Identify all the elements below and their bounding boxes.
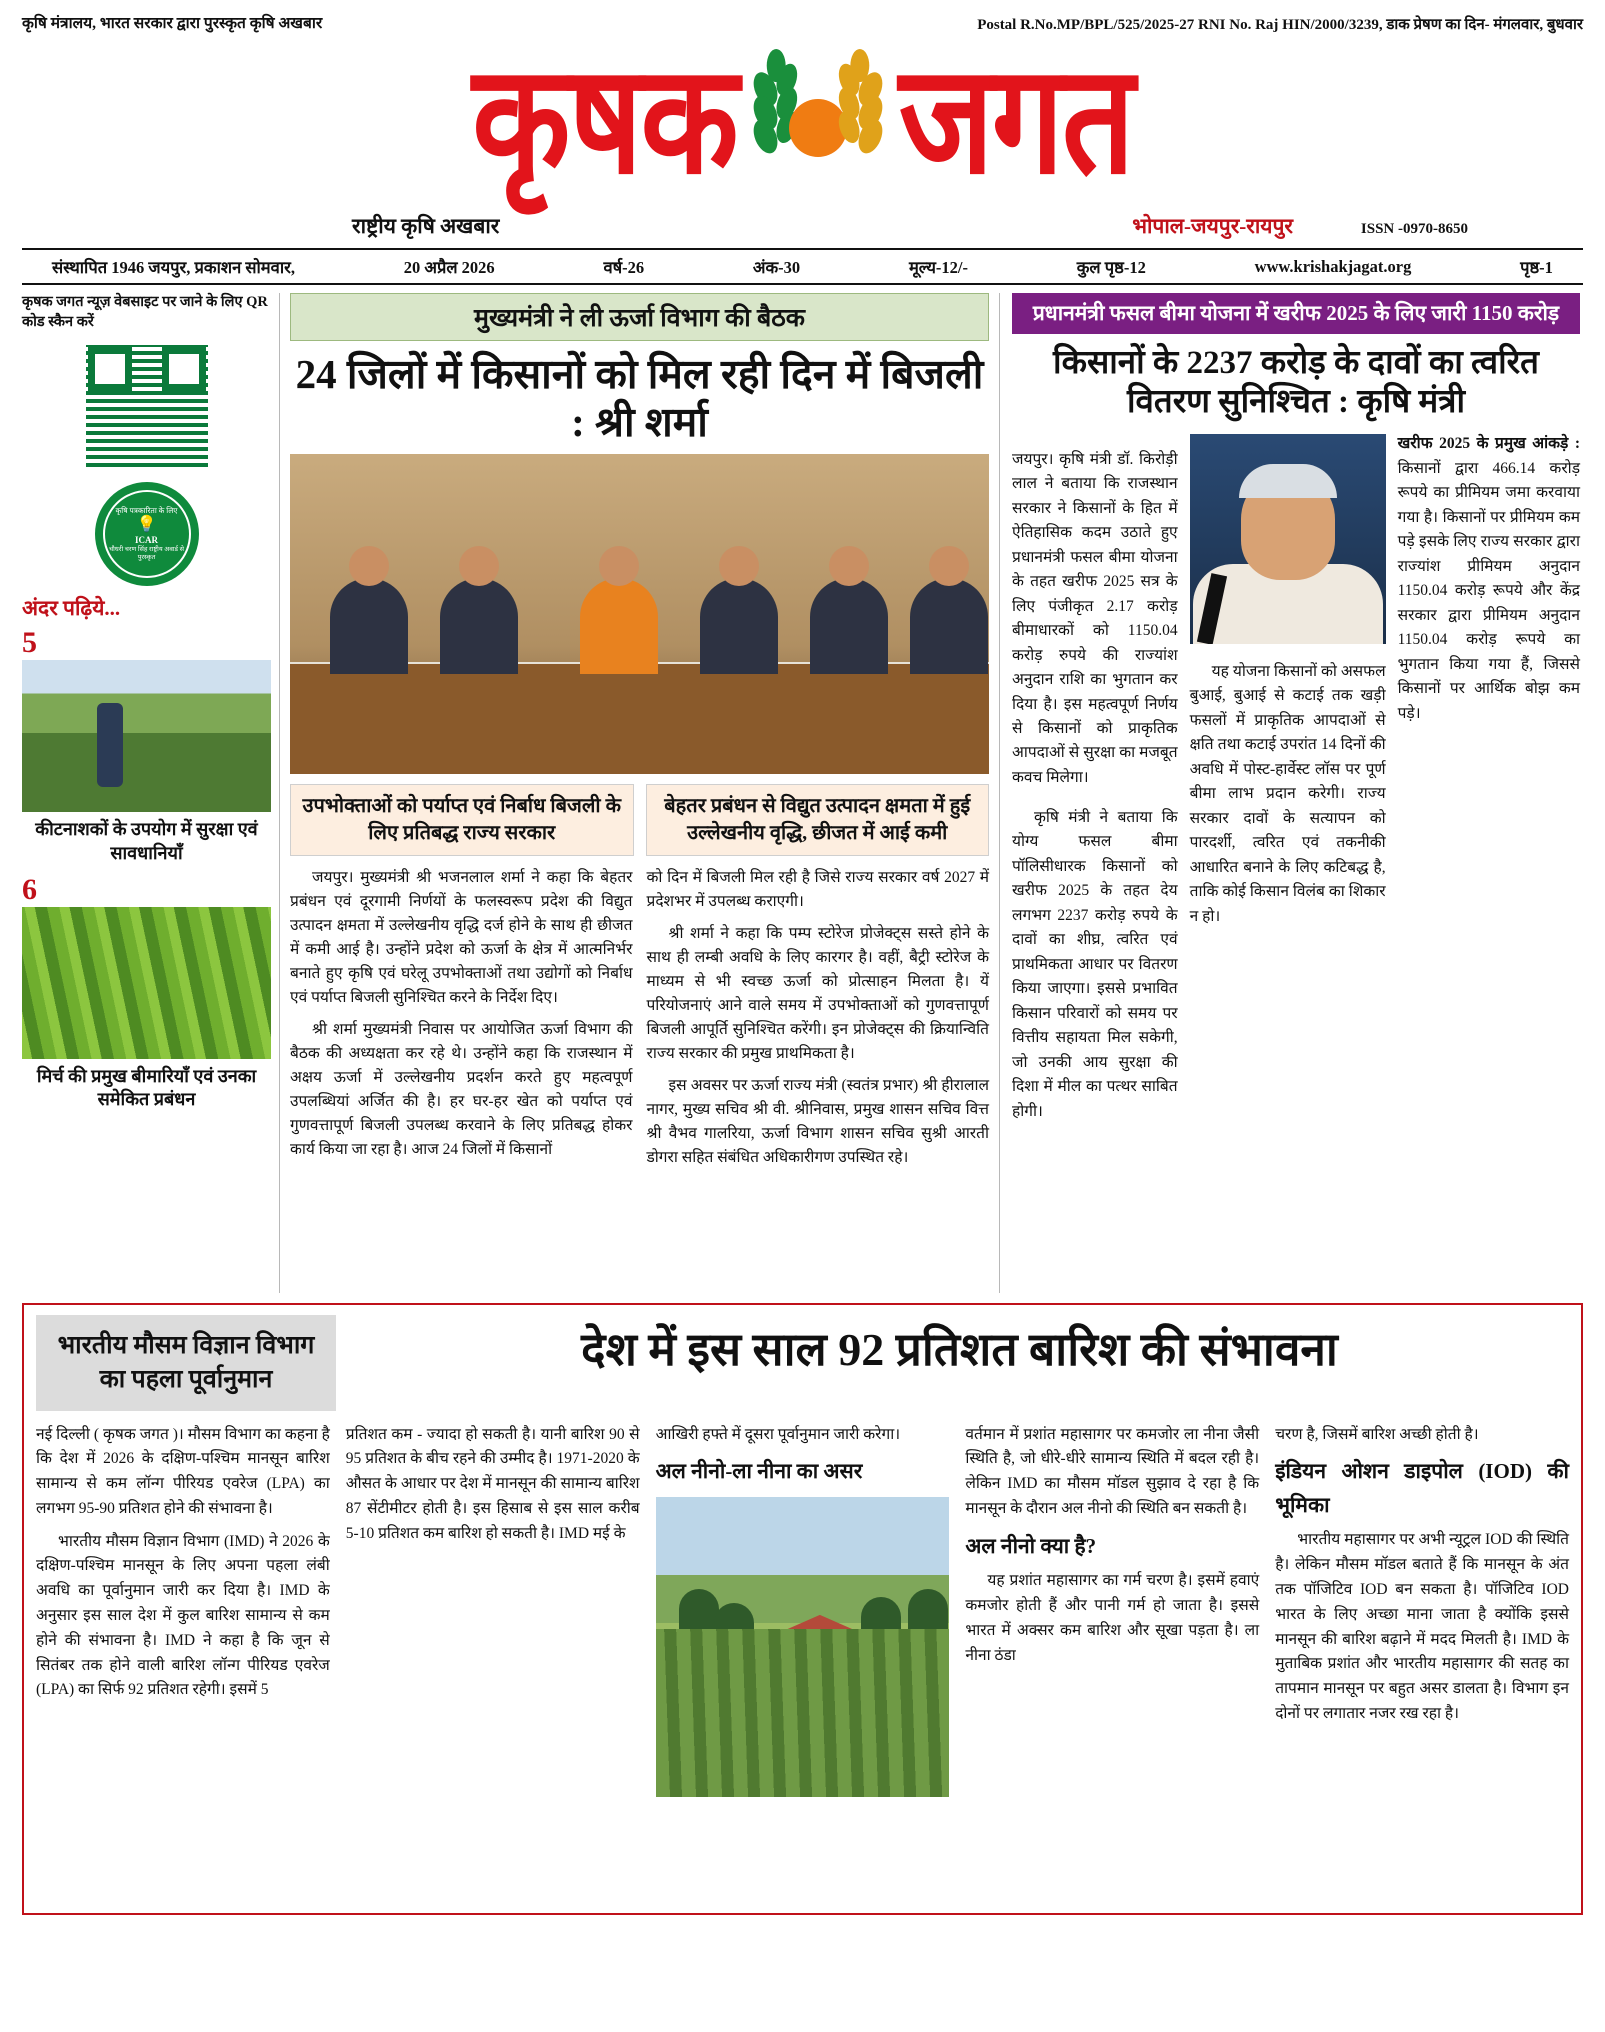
tagline-editions: भोपाल-जयपुर-रायपुर [1132,214,1293,238]
inside-page-number: 6 [22,872,37,906]
established-publication: संस्थापित 1946 जयपुर, प्रकाशन सोमवार, [52,258,295,277]
paragraph: श्री शर्मा मुख्यमंत्री निवास पर आयोजित ऊर्जा विभाग की बैठक की अध्यक्षता कर रहे थे। उन्होंने कहा कि राजस्थान में अक्षय ऊर्जा में उल्लेखनीय प्रदर्शन करते हुए महत्वपूर्ण उपलब्धियां अर्जित की है। हर घर-हर खेत को पर्याप्त एवं गुणवत्तापूर्ण बिजली उपलब्ध करवाने के लिए प्रतिबद्ध होकर कार्य किया जा रहा है। आज 24 जिलों में किसानों [290,1021,633,1159]
section-subhead: अल नीनो क्या है? [965,1533,1097,1558]
paragraph: चरण है, जिसमें बारिश अच्छी होती है। [1275,1425,1479,1443]
tagline-left: राष्ट्रीय कृषि अखबार [352,214,500,238]
seal-bottom-text: चौधरी चरण सिंह राष्ट्रीय अवार्ड से पुरस्कृत [108,546,185,562]
paragraph: नई दिल्ली ( कृषक जगत )। मौसम विभाग का कहना है कि देश में 2026 के दक्षिण-पश्चिम मानसून बारिश सामान्य से कम लॉन्ग पीरियड एवरेज (LPA) का लगभग 95-90 प्रतिशत होने की संभावना है। [36,1425,330,1517]
agricultural-field-landscape-photo [656,1497,950,1797]
paragraph: भारतीय महासागर पर अभी न्यूट्रल IOD की स्थिति है। लेकिन मौसम मॉडल बताते हैं कि मानसून के अंत तक पॉजिटिव IOD बन सकता है। पॉजिटिव IOD भारत के लिए अच्छा माना जाता है क्योंकि इससे मानसून की बारिश बढ़ाने में मदद मिलती है। IMD के मुताबिक प्रशांत और भारतीय महासागर की सतह का तापमान मानसून पर बहुत असर डालता है। विभाग इन दोनों पर लगातार नजर रख रहा है। [1275,1531,1569,1723]
paragraph: आखिरी हफ्ते में दूसरा पूर्वानुमान जारी करेगा। [655,1425,901,1443]
inside-read-label: अंदर पढ़िये... [22,596,121,621]
paragraph: इस अवसर पर ऊर्जा राज्य मंत्री (स्वतंत्र प्रभार) श्री हीरालाल नागर, मुख्य सचिव श्री वी. श्रीनिवास, प्रमुख शासन सचिव वित्त श्री वैभव गालरिया, ऊर्जा विभाग शासन सचिव सुश्री आरती डोगरा सहित संबंधित अधिकारीगण उपस्थित रहे। [646,1077,989,1167]
section-subhead: अल नीनो-ला नीना का असर [655,1459,863,1484]
body-column-4 [965,1423,1259,1805]
body-column-2 [647,866,990,1178]
wheat-sun-emblem-icon [743,41,893,201]
lead-story-column [280,293,1000,1293]
page-number: पृष्ठ-1 [1520,258,1553,277]
award-line: कृषि मंत्रालय, भारत सरकार द्वारा पुरस्कृत कृषि अखबार [22,15,323,32]
highlight-text: किसानों द्वारा 466.14 करोड़ रूपये का प्रीमियम जमा करवाया गया है। किसानों पर प्रीमियम कम पड़े इसके लिए राज्य सरकार द्वारा राज्यांश प्रीमियम अनुदान 1150.04 करोड़ रूपये और केंद्र सरकार द्वारा प्रीमियम अनुदान 1150.04 करोड़ रूपये का भुगतान किया गया हैं, जिससे किसानों पर आर्थिक बोझ कम पड़े। [1397,459,1580,722]
qr-instruction-text: कृषक जगत न्यूज़ वेबसाइट पर जाने के लिए QR कोड स्कैन करें [22,294,268,330]
wheat-right-icon [835,49,887,179]
subhead-box-right: बेहतर प्रबंधन से विद्युत उत्पादन क्षमता में हुई उल्लेखनीय वृद्धि, छीजत में आई कमी [646,784,990,856]
paragraph: भारतीय मौसम विज्ञान विभाग (IMD) ने 2026 के दक्षिण-पश्चिम मानसून के लिए अपना पहला लंबी अवधि का पूर्वानुमान जारी कर दिया है। IMD के अनुसार इस साल देश में कुल बारिश सामान्य से कम होने की संभावना है। IMD ने कहा है कि जून से सितंबर तक होने वाली बारिश लॉन्ग पीरियड एवरेज (LPA) का सिर्फ 92 प्रतिशत रहेगी। इसमें 5 [36,1532,330,1699]
main-content-area [22,293,1583,1293]
total-pages: कुल पृष्ठ-12 [1076,258,1146,277]
secondary-story-body [1012,432,1580,1140]
icar-award-seal [95,482,199,586]
highlight-label: खरीफ 2025 के प्रमुख आंकड़े : [1397,435,1580,453]
secondary-story-column [1000,293,1580,1293]
paragraph: जयपुर। कृषि मंत्री डॉ. किरोड़ी लाल ने बताया कि राजस्थान सरकार ने किसानों के हित में ऐतिहासिक कदम उठाते हुए प्रधानमंत्री फसल बीमा योजना के तहत खरीफ 2025 सत्र के लिए पंजीकृत 2.17 करोड़ बीमाधारकों को 1150.04 करोड़ रुपये की राज्यांश अनुदान राशि का भुगतान कर दिया है। इस महत्वपूर्ण निर्णय से किसानों को प्राकृतिक आपदाओं से सुरक्षा का मजबूत कवच मिलेगा। [1012,450,1178,786]
inside-page-number: 5 [22,626,37,660]
lead-story-headline: 24 जिलों में किसानों को मिल रही दिन में बिजली : श्री शर्मा [295,351,984,445]
farmer-spraying-pesticide-image [22,660,271,812]
inside-item-caption: कीटनाशकों के उपयोग में सुरक्षा एवं सावधानियाँ [35,819,258,863]
logo-word-krishak: कृषक [472,37,737,205]
green-chilli-crop-image [22,907,271,1059]
weather-story-section [22,1303,1583,1915]
lead-story-subheads [290,784,989,856]
body-column-5 [1275,1423,1569,1805]
energy-department-meeting-photo [290,454,989,774]
body-column-3 [1398,432,1580,1140]
weather-story-body [36,1423,1569,1805]
paragraph: श्री शर्मा ने कहा कि पम्प स्टोरेज प्रोजेक्ट्स सस्ते होने के साथ ही लम्बी अवधि के लिए कारगर है। वहीं, बैट्री स्टोरेज के माध्यम से भी स्वच्छ ऊर्जा को प्रोत्साहन मिलता है। यें परियोजनाएं आने वाले समय में उपभोक्ताओं को गुणवत्तापूर्ण बिजली आपूर्ति सुनिश्चित करेंगी। इन प्रोजेक्ट्स की क्रियान्विति राज्य सरकार की प्रमुख प्राथमिकता है। [646,925,989,1063]
section-subhead: इंडियन ओशन डाइपोल (IOD) की भूमिका [1275,1459,1569,1517]
agriculture-minister-portrait [1190,434,1386,644]
paragraph: कृषि मंत्री ने बताया कि योग्य फसल बीमा पॉलिसीधारक किसानों को खरीफ 2025 के तहत देय लगभग 2237 करोड़ रुपये के दावों का शीघ्र, त्वरित एवं प्राथमिकता आधार पर वितरण किया जाएगा। इससे प्रभावित किसान परिवारों को समय पर वित्तीय सहायता मिल सकेगी, जो उनकी आय सुरक्षा की दिशा में मील का पत्थर साबित होगी। [1012,808,1178,1120]
weather-story-headline: देश में इस साल 92 प्रतिशत बारिश की संभावना [581,1324,1338,1375]
left-sidebar [22,293,280,1293]
postal-registration-line: Postal R.No.MP/BPL/525/2025-27 RNI No. Raj HIN/2000/3239, डाक प्रेषण का दिन- मंगलवार, बुधवार [977,17,1583,33]
body-column-1 [36,1423,330,1805]
secondary-story-headline: किसानों के 2237 करोड़ के दावों का त्वरित वितरण सुनिश्चित : कृषि मंत्री [1053,345,1539,421]
issue-number: अंक-30 [752,258,801,277]
body-column-1 [1012,432,1178,1140]
lead-story-kicker: मुख्यमंत्री ने ली ऊर्जा विभाग की बैठक [290,293,989,341]
inside-item-caption: मिर्च की प्रमुख बीमारियाँ एवं उनका समेकित प्रबंधन [36,1065,257,1110]
price: मूल्य-12/- [908,258,968,277]
issue-date: 20 अप्रैल 2026 [403,258,495,277]
secondary-story-kicker: प्रधानमंत्री फसल बीमा योजना में खरीफ 2025 के लिए जारी 1150 करोड़ [1012,293,1580,334]
paragraph: जयपुर। मुख्यमंत्री श्री भजनलाल शर्मा ने कहा कि बेहतर प्रबंधन एवं दूरगामी निर्णयों के फलस्वरूप प्रदेश की विद्युत उत्पादन क्षमता में उल्लेखनीय वृद्धि दर्ज होने के साथ ही छीजत में कमी आई है। उन्होंने प्रदेश को ऊर्जा के क्षेत्र में आत्मनिर्भर बनाते हुए कृषि एवं घरेलू उपभोक्ताओं तथा उद्योगों को निर्बाध एवं पर्याप्त बिजली सुनिश्चित करने के निर्देश दिए। [290,869,633,1007]
body-column-2 [1190,432,1386,1140]
paragraph: यह योजना किसानों को असफल बुआई, बुआई से कटाई तक खड़ी फसलों में प्राकृतिक आपदाओं से क्षति तथा कटाई उपरांत 14 दिनों की अवधि में पोस्ट-हार्वेस्ट लॉस पर पूर्ण बीमा लाभ प्रदान करेगी। राज्य सरकार दावों के सत्यापन को पारदर्शी, त्वरित एवं तकनीकी आधारित बनाने के लिए कटिबद्ध है, ताकि कोई किसान विलंब का शिकार न हो। [1189,662,1386,925]
qr-code-icon[interactable] [83,342,211,470]
postal-info-row [22,14,1583,34]
issn-number: ISSN -0970-8650 [1360,221,1468,237]
lead-story-body [290,866,989,1178]
body-column-1 [290,866,633,1178]
masthead [22,36,1583,246]
issue-info-bar [22,248,1583,285]
list-item[interactable] [22,872,271,1112]
list-item[interactable] [22,628,271,865]
weather-story-kicker: भारतीय मौसम विज्ञान विभाग का पहला पूर्वानुमान [36,1315,336,1411]
logo [22,36,1583,206]
body-column-3 [656,1423,950,1805]
seal-top-text: कृषि पत्रकारिता के लिए [115,505,178,515]
paragraph: को दिन में बिजली मिल रही है जिसे राज्य सरकार वर्ष 2027 में प्रदेशभर में उपलब्ध कराएगी। [646,869,989,911]
paragraph: प्रतिशत कम - ज्यादा हो सकती है। यानी बारिश 90 से 95 प्रतिशत के बीच रहने की उम्मीद है। 1971-2020 के औसत के आधार पर देश में मानसून की सामान्य बारिश 87 सेंटीमीटर होती है। इस हिसाब से इस साल करीब 5-10 प्रतिशत कम बारिश हो सकती है। IMD मई के [345,1425,640,1542]
subhead-box-left: उपभोक्ताओं को पर्याप्त एवं निर्बाध बिजली के लिए प्रतिबद्ध राज्य सरकार [290,784,634,856]
volume: वर्ष-26 [603,258,645,277]
paragraph: यह प्रशांत महासागर का गर्म चरण है। इसमें हवाएं कमजोर होती हैं और पानी गर्म हो जाता है। इससे भारत में अक्सर कम बारिश और सूखा पड़ता है। ला नीना ठंडा [965,1572,1260,1664]
bulb-icon: 💡 [136,516,157,534]
paragraph: वर्तमान में प्रशांत महासागर पर कमजोर ला नीना जैसी स्थिति है, जो धीरे-धीरे सामान्य स्थिति में बदल रही है। लेकिन IMD का मौसम मॉडल सुझाव दे रहा है कि मानसून के दौरान अल नीनो की स्थिति बन सकती है। [965,1425,1260,1517]
seal-center-text: ICAR [134,535,158,546]
body-column-2 [346,1423,640,1805]
logo-word-jagat: जगत [898,37,1133,205]
website-link[interactable]: www.krishakjagat.org [1254,256,1412,276]
